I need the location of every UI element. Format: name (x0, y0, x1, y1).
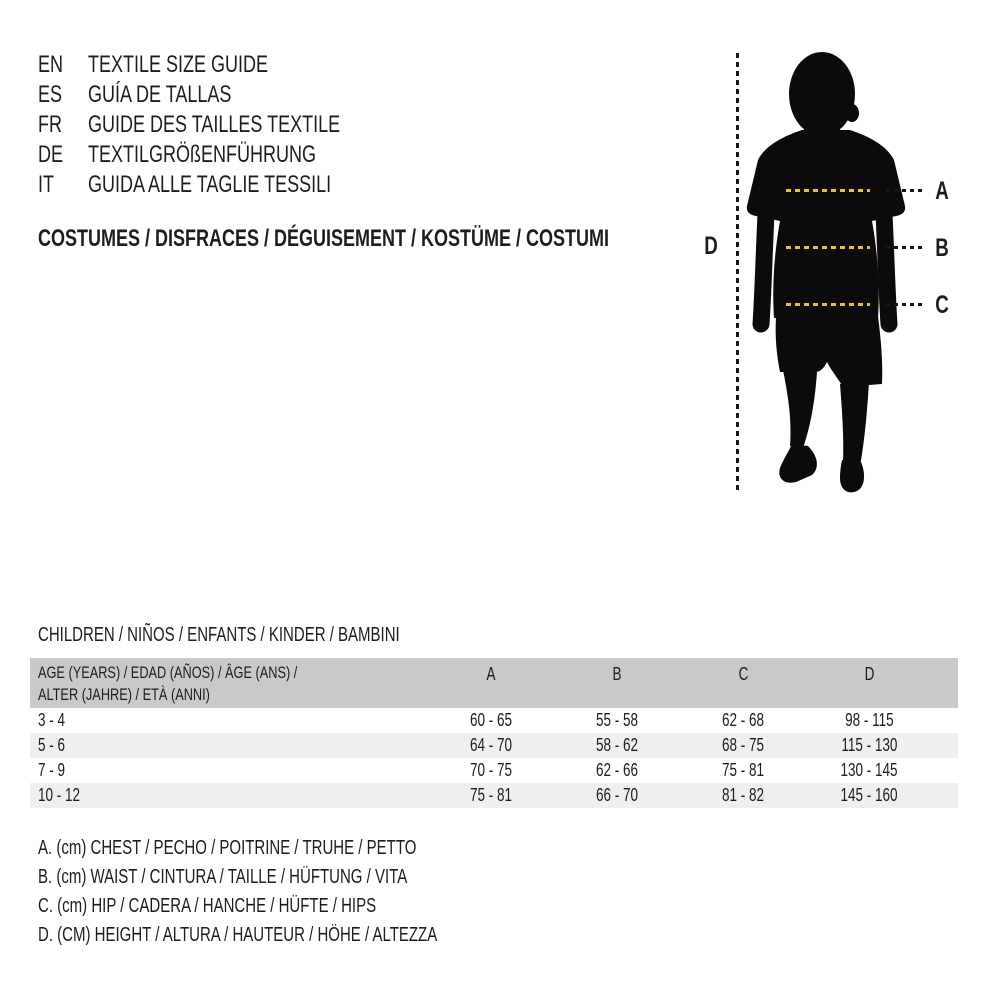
measurement-legend (38, 834, 570, 950)
age-cell: 3 - 4 (38, 710, 66, 730)
silhouette-right-leg (840, 382, 869, 466)
hip-value-cell: 68 - 75 (721, 735, 765, 755)
age-cell: 7 - 9 (38, 760, 66, 780)
legend-item: A. (cm) CHEST / PECHO / POITRINE / TRUHE / PETTO (38, 837, 417, 859)
language-label: GUÍA DE TALLAS (88, 81, 232, 108)
legend-item: C. (cm) HIP / CADERA / HANCHE / HÜFTE / HIPS (38, 895, 377, 917)
hip-label-text: C (935, 291, 949, 319)
language-row (38, 50, 424, 80)
height-value-cell: 130 - 145 (840, 760, 898, 780)
chest-measure-line (786, 189, 870, 192)
height-value-cell: 98 - 115 (844, 710, 894, 730)
language-row (38, 110, 424, 140)
language-code: ES (38, 81, 63, 108)
column-header-b: B (612, 664, 622, 684)
waist-label (930, 235, 954, 261)
table-section-title-text: CHILDREN / NIÑOS / ENFANTS / KINDER / BAMBINI (38, 624, 400, 646)
silhouette-ear (845, 104, 859, 122)
table-row (30, 758, 958, 783)
hip-measure-line (786, 303, 870, 306)
chest-label-text: A (935, 177, 949, 205)
silhouette-right-shoe (840, 460, 864, 492)
height-measure-line (736, 53, 739, 492)
waist-value-cell: 62 - 66 (595, 760, 639, 780)
age-column-header (30, 658, 428, 708)
table-section-title (38, 622, 520, 648)
waist-value-cell: 55 - 58 (595, 710, 639, 730)
hip-value-cell: 62 - 68 (721, 710, 765, 730)
silhouette-right-arm (884, 214, 889, 324)
language-label: TEXTILGRÖßENFÜHRUNG (88, 141, 317, 168)
language-label: TEXTILE SIZE GUIDE (88, 51, 269, 78)
silhouette-left-leg (783, 370, 817, 448)
chest-measure-dots (886, 189, 924, 192)
category-title-text: COSTUMES / DISFRACES / DÉGUISEMENT / KOSTÜME / COSTUMI (38, 225, 610, 252)
column-header-d: D (864, 664, 874, 684)
silhouette-left-shoe (779, 444, 817, 483)
language-row (38, 140, 424, 170)
chest-value-cell: 64 - 70 (469, 735, 513, 755)
silhouette-left-arm (761, 214, 766, 324)
hip-measure-dots (886, 303, 924, 306)
age-header-line1: AGE (YEARS) / EDAD (AÑOS) / ÂGE (ANS) / (38, 663, 298, 682)
waist-measure-dots (886, 246, 924, 249)
waist-label-text: B (935, 234, 949, 262)
size-table (30, 658, 958, 808)
chest-label (930, 178, 954, 204)
legend-item: B. (cm) WAIST / CINTURA / TAILLE / HÜFTUNG / VITA (38, 866, 408, 888)
table-row (30, 783, 958, 808)
age-cell: 5 - 6 (38, 735, 66, 755)
table-row (30, 708, 958, 733)
age-cell: 10 - 12 (38, 785, 81, 805)
age-header-line2: ALTER (JAHRE) / ETÀ (ANNI) (38, 685, 210, 704)
height-label (698, 233, 724, 259)
height-value-cell: 145 - 160 (840, 785, 898, 805)
table-row (30, 733, 958, 758)
language-label: GUIDE DES TAILLES TEXTILE (88, 111, 341, 138)
language-row (38, 80, 424, 110)
language-code: FR (38, 111, 62, 138)
chest-value-cell: 70 - 75 (469, 760, 513, 780)
language-code: EN (38, 51, 64, 78)
language-guide-list (38, 50, 424, 200)
hip-value-cell: 75 - 81 (721, 760, 765, 780)
column-header-c: C (738, 664, 748, 684)
table-header-row (30, 658, 958, 708)
waist-measure-line (786, 246, 870, 249)
language-code: DE (38, 141, 64, 168)
chest-value-cell: 60 - 65 (469, 710, 513, 730)
legend-item: D. (CM) HEIGHT / ALTURA / HAUTEUR / HÖHE / ALTEZZA (38, 924, 438, 946)
column-header-a: A (486, 664, 496, 684)
language-code: IT (38, 171, 54, 198)
chest-value-cell: 75 - 81 (469, 785, 513, 805)
category-title (38, 226, 799, 252)
waist-value-cell: 58 - 62 (595, 735, 639, 755)
hip-value-cell: 81 - 82 (721, 785, 765, 805)
language-label: GUIDA ALLE TAGLIE TESSILI (88, 171, 332, 198)
height-label-text: D (704, 232, 718, 260)
height-value-cell: 115 - 130 (840, 735, 898, 755)
language-row (38, 170, 424, 200)
hip-label (930, 292, 954, 318)
waist-value-cell: 66 - 70 (595, 785, 639, 805)
child-silhouette-icon (740, 50, 910, 500)
